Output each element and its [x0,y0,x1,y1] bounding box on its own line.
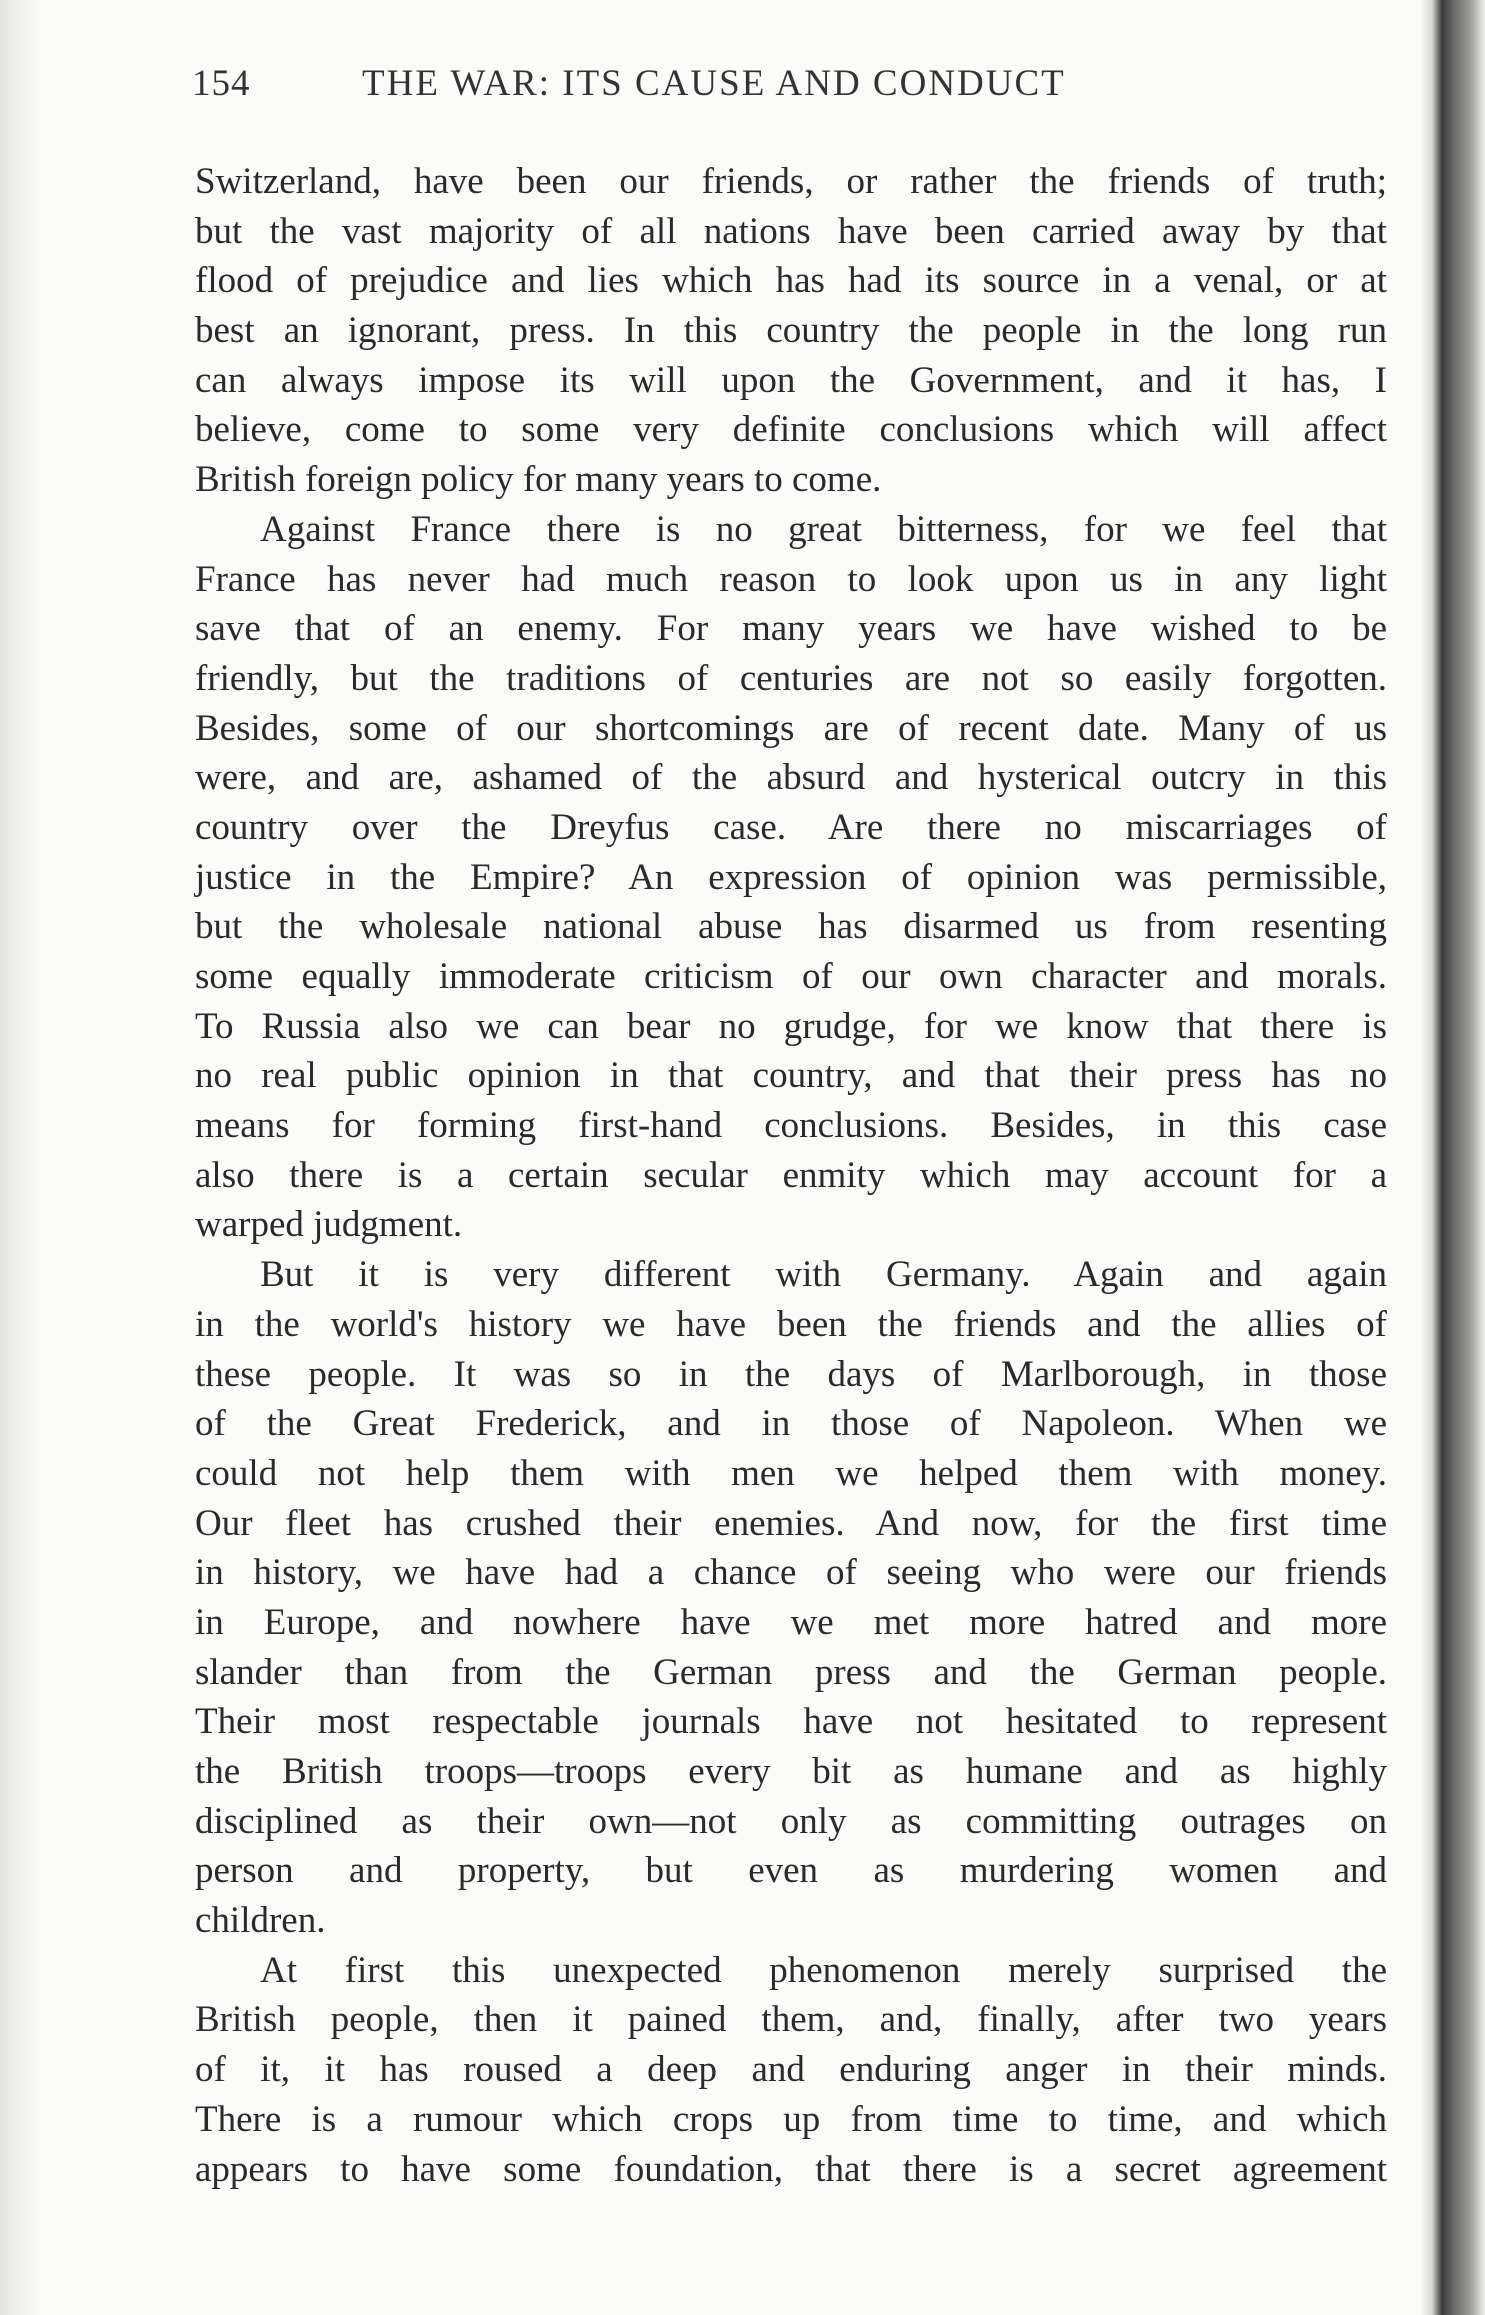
text-line: British people, then it pained them, and, finally, after two years [195,1999,1387,2041]
text-line: children. [195,1900,326,1942]
text-line: flood of prejudice and lies which has had its source in a venal, or at [195,260,1387,302]
text-line: can always impose its will upon the Government, and it has, I [195,359,1387,401]
page-header [192,62,1232,114]
text-line: disciplined as their own—not only as committing outrages on [195,1800,1387,1842]
body-text [195,157,1387,2194]
running-head: THE WAR: ITS CAUSE AND CONDUCT [362,63,1066,104]
text-line: means for forming first-hand conclusions. Besides, in this case [195,1105,1387,1147]
text-line: best an ignorant, press. In this country the people in the long run [195,310,1387,352]
paragraph [195,1250,1387,1946]
text-line: in the world's history we have been the friends and the allies of [195,1303,1387,1345]
text-line: Our fleet has crushed their enemies. And now, for the first time [195,1502,1387,1544]
text-line: There is a rumour which crops up from time to time, and which [195,2098,1387,2140]
text-line: but the vast majority of all nations have been carried away by that [195,210,1387,252]
text-line: warped judgment. [195,1204,463,1246]
text-line: slander than from the German press and the German people. [195,1651,1387,1693]
text-line: believe, come to some very definite conclusions which will affect [195,409,1387,451]
text-line: but the wholesale national abuse has disarmed us from resenting [195,906,1387,948]
text-line: Their most respectable journals have not hesitated to represent [195,1701,1387,1743]
text-line: some equally immoderate criticism of our own character and morals. [195,956,1387,997]
text-line: justice in the Empire? An expression of opinion was permissible, [195,856,1387,898]
text-line: of the Great Frederick, and in those of Napoleon. When we [195,1403,1387,1445]
text-line: save that of an enemy. For many years we have wished to be [195,608,1387,650]
text-line: also there is a certain secular enmity which may account for a [195,1154,1387,1196]
text-line: no real public opinion in that country, and that their press has no [195,1055,1387,1097]
text-line: could not help them with men we helped them with money. [195,1452,1387,1494]
text-line: of it, it has roused a deep and enduring anger in their minds. [195,2049,1387,2091]
text-line: the British troops—troops every bit as humane and as highly [195,1751,1387,1792]
text-line: Against France there is no great bitterness, for we feel that [260,508,1387,550]
text-line: friendly, but the traditions of centuries are not so easily forgotten. [195,657,1387,699]
text-line: Besides, some of our shortcomings are of recent date. Many of us [195,707,1387,749]
text-line: To Russia also we can bear no grudge, for we know that there is [195,1005,1387,1047]
text-line: British foreign policy for many years to come. [195,459,882,501]
text-line: were, and are, ashamed of the absurd and hysterical outcry in this [195,757,1387,799]
text-line: in Europe, and nowhere have we met more hatred and more [195,1601,1387,1643]
book-spine-edge [1420,0,1485,2315]
text-line: in history, we have had a chance of seeing who were our friends [195,1552,1387,1594]
text-line: person and property, but even as murdering women and [195,1850,1387,1892]
text-line: At first this unexpected phenomenon merely surprised the [260,1949,1387,1991]
text-line: country over the Dreyfus case. Are there no miscarriages of [195,806,1387,848]
text-line: But it is very different with Germany. Again and again [260,1254,1387,1296]
paragraph [195,157,1387,505]
paragraph [195,1946,1387,2194]
scan-left-edge [0,0,40,2315]
text-line: Switzerland, have been our friends, or rather the friends of truth; [195,161,1387,202]
paragraph [195,505,1387,1250]
text-line: these people. It was so in the days of Marlborough, in those [195,1353,1387,1395]
text-line: appears to have some foundation, that there is a secret agreement [195,2148,1387,2190]
text-line: France has never had much reason to look upon us in any light [195,558,1387,600]
page-number: 154 [192,63,251,104]
